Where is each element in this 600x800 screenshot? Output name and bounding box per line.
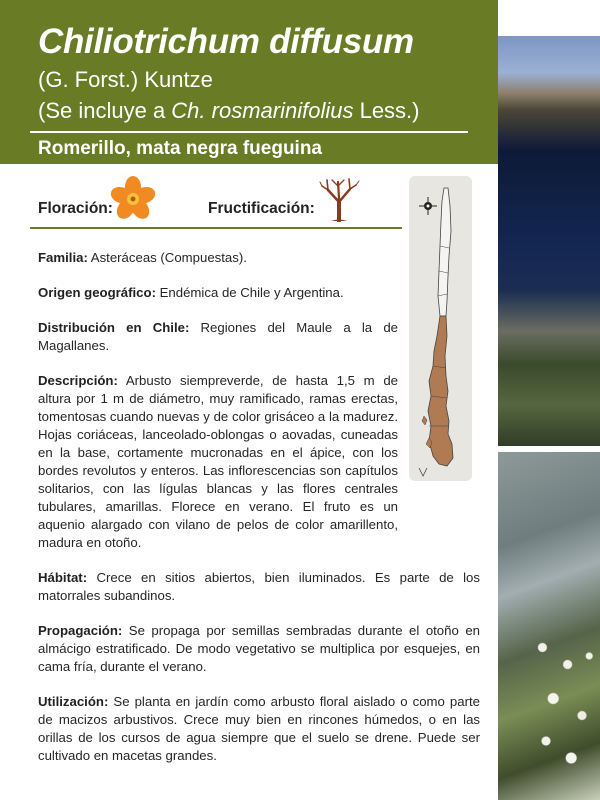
orange-flower-icon <box>110 176 156 222</box>
propagation-section <box>38 622 480 676</box>
description-label: Descripción: <box>38 373 118 388</box>
use-text: Se planta en jardín como arbusto floral aislado o como parte de macizos arbustivos. Crece muy bien en rincones húmedos, o en las orillas de los cursos de agua siempre que el suelo se drene. Puede ser cultivado en macetas grandes. <box>38 694 480 763</box>
origin-section <box>38 284 398 302</box>
phenology-divider <box>30 227 402 229</box>
included-species-note <box>38 98 420 124</box>
included-species-name: Ch. rosmarinifolius <box>171 98 354 123</box>
use-section <box>38 693 480 765</box>
habitat-text: Crece en sitios abiertos, bien iluminados. Es parte de los matorrales subandinos. <box>38 570 480 603</box>
fruiting-label: Fructificación: <box>208 200 315 217</box>
header-banner <box>0 0 498 164</box>
landscape-photo <box>498 36 600 446</box>
description-text: Arbusto siempreverde, de hasta 1,5 m de altura por 1 m de diámetro, muy ramificado, ramas erectas, tomentosas cuando nuevas y de color grisáceo a la madurez. Hojas coriáceas, lanceolado-oblongas o aovadas, cuneadas en la base, cortamente mucronadas en el ápice, con los bordes revolutos y enteros. Las inflorescencias son capítulos solitarios, con las lígulas blancas y las flores centrales tubulares, amarillas. Florece en verano. El fruto es un aquenio alargado con vilano de pelos de color amarillento, madura en otoño. <box>38 373 398 550</box>
origin-text: Endémica de Chile y Argentina. <box>155 285 344 300</box>
flowering-label: Floración: <box>38 200 113 217</box>
white-flowers <box>528 622 600 792</box>
propagation-text: Se propaga por semillas sembradas durante el otoño en almácigo estratificado. De modo vegetativo se multiplica por esquejes, en cama fría, durante el verano. <box>38 623 480 674</box>
common-name: Romerillo, mata negra fueguina <box>38 138 322 159</box>
family-text: Asteráceas (Compuestas). <box>87 250 247 265</box>
propagation-label: Propagación: <box>38 623 123 638</box>
description-section <box>38 372 398 552</box>
author-citation: (G. Forst.) Kuntze <box>38 67 213 92</box>
includes-prefix: (Se incluye a <box>38 98 172 123</box>
header-divider <box>30 131 468 133</box>
compass-icon <box>419 197 437 215</box>
shrub-photo <box>498 452 600 800</box>
habitat-section <box>38 569 480 605</box>
species-description <box>38 249 482 782</box>
family-label: Familia: <box>38 250 88 265</box>
bare-tree-icon <box>318 176 360 222</box>
includes-suffix: Less.) <box>353 98 420 123</box>
distribution-section <box>38 319 398 355</box>
family-section <box>38 249 398 267</box>
phenology-row <box>38 176 400 226</box>
origin-label: Origen geográfico: <box>38 285 156 300</box>
distribution-label: Distribución en Chile: <box>38 320 190 335</box>
photo-strip <box>498 0 600 800</box>
use-label: Utilización: <box>38 694 109 709</box>
habitat-label: Hábitat: <box>38 570 88 585</box>
distribution-text: Regiones del Maule a la de Magallanes. <box>38 320 398 353</box>
scientific-name: Chiliotrichum diffusum <box>38 22 414 61</box>
